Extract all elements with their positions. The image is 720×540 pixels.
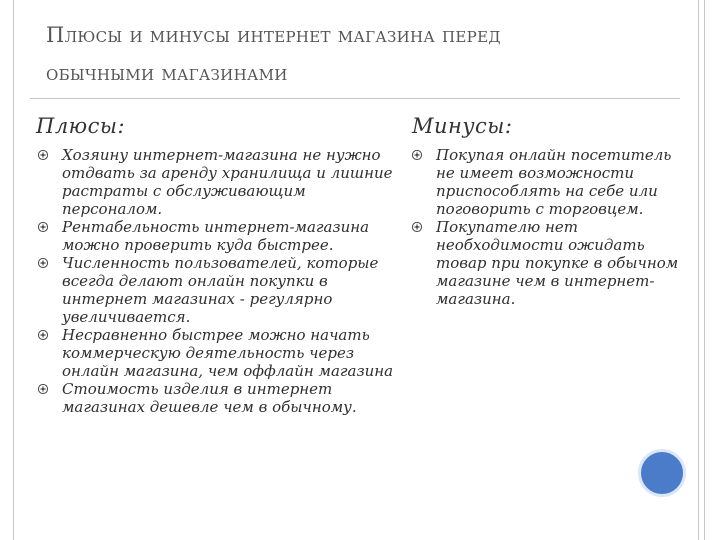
pros-heading: Плюсы: <box>36 114 126 138</box>
cons-heading: Минусы: <box>412 114 513 138</box>
cons-item-text: Покупая онлайн посетитель не имеет возможности приспособлять на себе или поговорить с торговцем. <box>436 146 672 218</box>
pros-list <box>36 146 408 416</box>
bullet-icon <box>36 220 50 234</box>
cons-item <box>410 146 686 218</box>
frame-line-left <box>13 0 14 540</box>
bullet-icon <box>36 148 50 162</box>
slide-title-line1: Плюсы и минусы интернет магазина перед <box>46 23 501 47</box>
slide-title-line2: обычными магазинами <box>46 61 288 85</box>
blue-circle-decoration <box>638 449 686 497</box>
cons-item <box>410 218 686 308</box>
bullet-icon <box>36 382 50 396</box>
bullet-icon <box>36 328 50 342</box>
bullet-icon <box>36 256 50 270</box>
pros-item-text: Рентабельность интернет-магазина можно проверить куда быстрее. <box>62 218 370 254</box>
bullet-icon <box>410 148 424 162</box>
pros-item-text: Численность пользователей, которые всегда делают онлайн покупки в интернет магазинах - регулярно увеличивается. <box>62 254 379 326</box>
pros-item <box>36 218 408 254</box>
frame-line-right <box>698 0 699 540</box>
pros-item-text: Несравненно быстрее можно начать коммерческую деятельность через онлайн магазина, чем оффлайн магазина <box>62 326 394 380</box>
frame-line-right-outer <box>704 0 705 540</box>
cons-item-text: Покупателю нет необходимости ожидать товар при покупке в обычном магазине чем в интернет-магазина. <box>436 218 679 308</box>
bullet-icon <box>410 220 424 234</box>
pros-item <box>36 146 408 218</box>
pros-item <box>36 254 408 326</box>
pros-item-text: Хозяину интернет-магазина не нужно отдвать за аренду хранилища и лишние растраты с обслуживающим персоналом. <box>62 146 393 218</box>
pros-item <box>36 326 408 380</box>
slide-title <box>46 16 646 92</box>
title-divider <box>30 98 680 99</box>
pros-item <box>36 380 408 416</box>
cons-list <box>410 146 686 308</box>
pros-item-text: Стоимость изделия в интернет магазинах дешевле чем в обычному. <box>62 380 357 416</box>
